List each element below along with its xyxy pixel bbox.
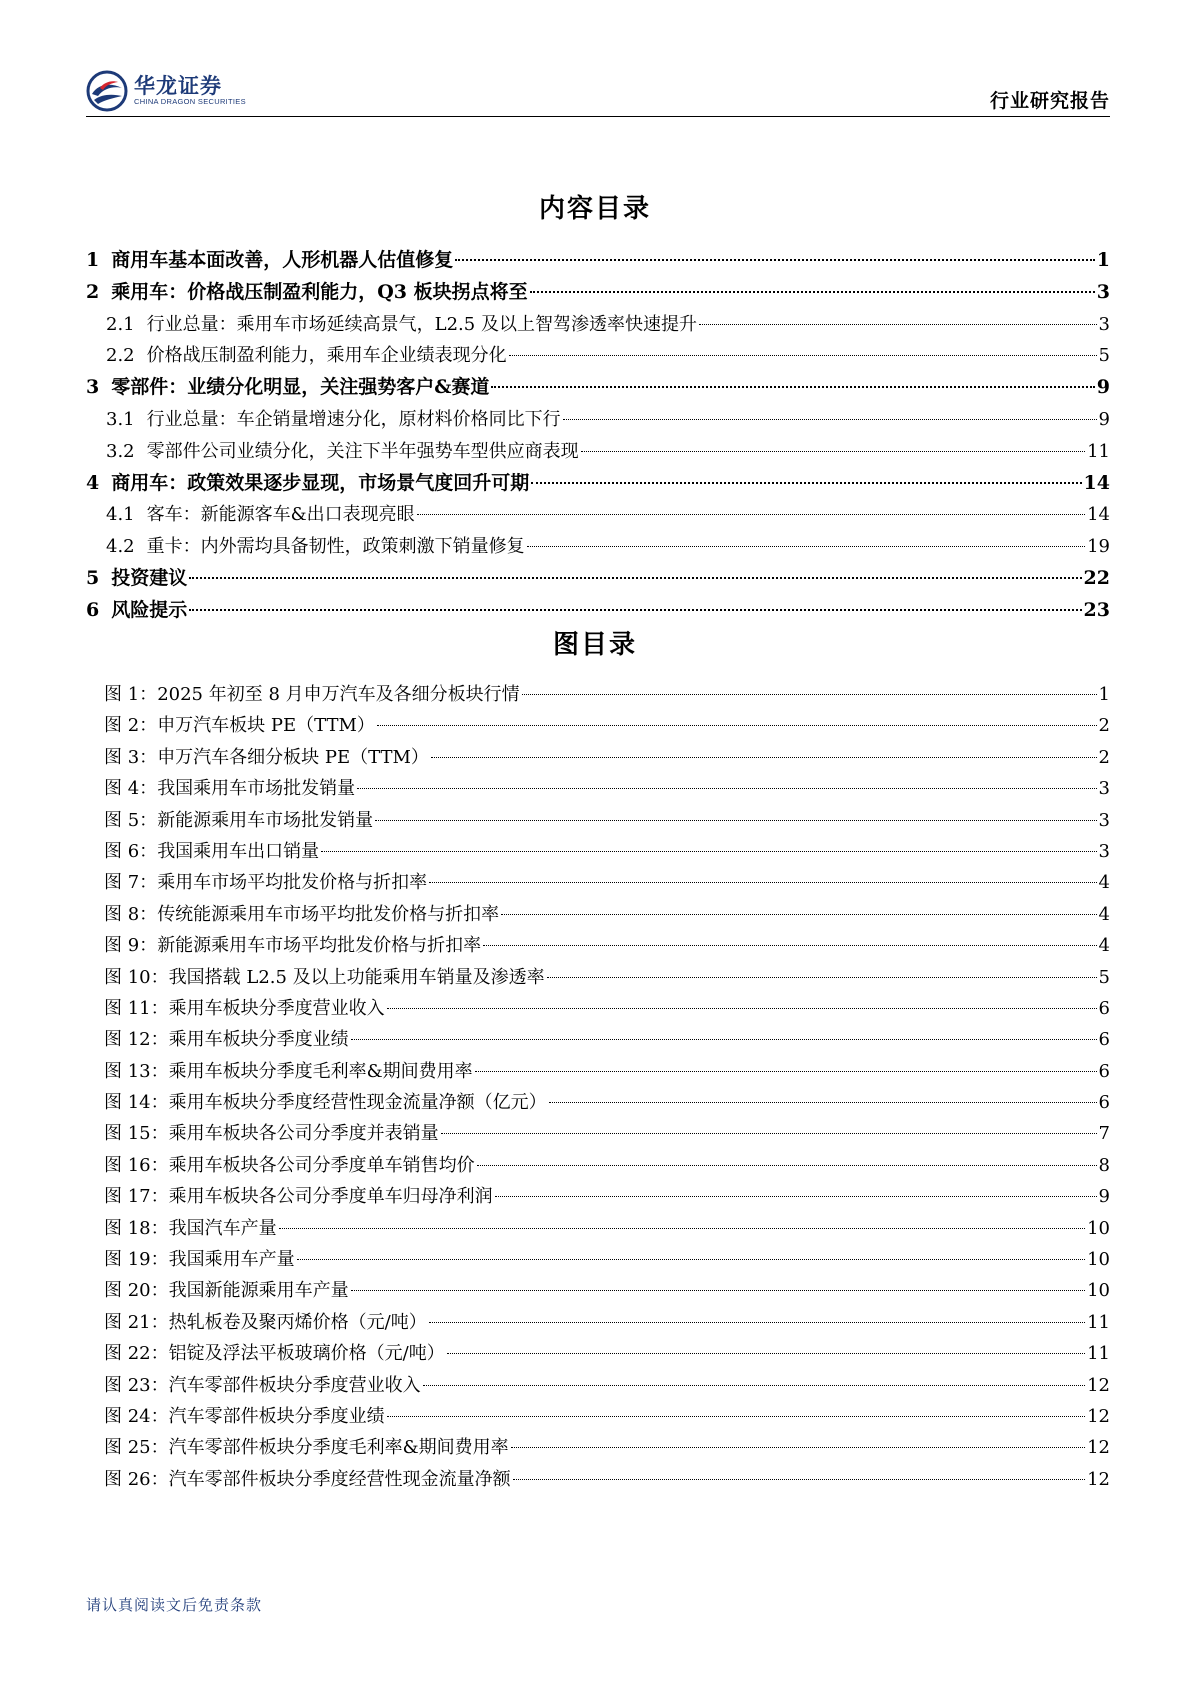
dot-leader <box>483 945 1096 946</box>
toc-entry[interactable] <box>86 531 1110 563</box>
figure-entry-number: 图 20： <box>104 1280 169 1302</box>
figure-entry-page: 11 <box>1087 1311 1110 1333</box>
toc-entry-number: 3.1 <box>106 408 135 430</box>
dot-leader <box>522 694 1097 695</box>
figure-entry-title: 申万汽车板块 PE（TTM） <box>157 715 375 737</box>
figure-entry[interactable] <box>104 1338 1110 1369</box>
toc-entry[interactable] <box>86 595 1110 627</box>
dot-leader <box>475 1071 1097 1072</box>
dot-leader <box>441 1133 1097 1134</box>
figure-entry-number: 图 4： <box>104 778 158 800</box>
figure-entry-number: 图 14： <box>104 1092 169 1114</box>
figure-entry-page: 6 <box>1098 1029 1110 1051</box>
figure-entry-page: 12 <box>1087 1437 1110 1459</box>
dot-leader <box>387 1416 1085 1417</box>
dot-leader <box>351 1039 1097 1040</box>
toc-entry-title: 乘用车：价格战压制盈利能力，Q3 板块拐点将至 <box>111 280 528 303</box>
toc-entry[interactable] <box>86 404 1110 436</box>
figure-entry[interactable] <box>104 930 1110 961</box>
toc-entry-title: 客车：新能源客车&出口表现亮眼 <box>146 504 415 526</box>
toc-entry-number: 3 <box>86 376 100 399</box>
toc-entry-title: 商用车：政策效果逐步显现，市场景气度回升可期 <box>111 471 530 494</box>
figure-entry-number: 图 19： <box>104 1249 169 1271</box>
toc-entry-page: 3 <box>1098 313 1110 335</box>
toc-entry[interactable] <box>86 277 1110 309</box>
dot-leader <box>455 259 1095 261</box>
figure-entry-title: 乘用车板块分季度业绩 <box>168 1029 349 1051</box>
figure-entry-page: 7 <box>1098 1123 1110 1145</box>
dot-leader <box>189 577 1081 579</box>
figure-entry[interactable] <box>104 1275 1110 1306</box>
figure-entry[interactable] <box>104 1432 1110 1463</box>
figure-entry-title: 乘用车板块分季度毛利率&期间费用率 <box>168 1060 473 1082</box>
figure-entry-page: 8 <box>1098 1154 1110 1176</box>
toc-entry-number: 5 <box>86 566 100 589</box>
figure-entry-number: 图 2： <box>104 715 158 737</box>
toc-entry-title: 投资建议 <box>111 566 188 589</box>
figure-entry-title: 传统能源乘用车市场平均批发价格与折扣率 <box>157 903 500 925</box>
figure-entry-title: 乘用车板块各公司分季度单车归母净利润 <box>168 1186 493 1208</box>
figure-entry-title: 乘用车板块各公司分季度单车销售均价 <box>168 1154 475 1176</box>
figure-entry[interactable] <box>104 1181 1110 1212</box>
toc-entry-page: 11 <box>1087 440 1110 462</box>
dot-leader <box>387 1008 1097 1009</box>
dot-leader <box>429 882 1096 883</box>
toc-entry-number: 2.1 <box>106 313 135 335</box>
figure-entry[interactable] <box>104 899 1110 930</box>
logo-english-name: CHINA DRAGON SECURITIES <box>134 97 246 106</box>
figure-entry-title: 铝锭及浮法平板玻璃价格（元/吨） <box>168 1343 445 1365</box>
figure-entry-number: 图 22： <box>104 1343 169 1365</box>
figure-entry-title: 汽车零部件板块分季度经营性现金流量净额 <box>168 1468 511 1490</box>
dot-leader <box>417 514 1085 515</box>
figure-entry-title: 2025 年初至 8 月申万汽车及各细分板块行情 <box>157 684 520 705</box>
toc-entry[interactable] <box>86 340 1110 372</box>
figure-entry-title: 我国新能源乘用车产量 <box>168 1280 349 1302</box>
toc-entry-page: 9 <box>1098 408 1110 430</box>
figure-entry-page: 5 <box>1098 966 1110 988</box>
toc-entry[interactable] <box>86 563 1110 595</box>
header-divider <box>86 116 1110 117</box>
figure-entry-number: 图 5： <box>104 809 158 831</box>
figure-entry[interactable] <box>104 773 1110 804</box>
dot-leader <box>511 1447 1085 1448</box>
figure-entry-title: 乘用车板块分季度经营性现金流量净额（亿元） <box>168 1092 547 1114</box>
figure-entry-page: 2 <box>1098 715 1110 737</box>
figure-entry-number: 图 10： <box>104 966 169 988</box>
dot-leader <box>279 1228 1085 1229</box>
figure-entry[interactable] <box>104 1464 1110 1495</box>
figure-entry[interactable] <box>104 1307 1110 1338</box>
dot-leader <box>509 355 1097 356</box>
figure-entry-number: 图 16： <box>104 1154 169 1176</box>
dot-leader <box>530 291 1095 293</box>
toc-entry-page: 14 <box>1087 504 1110 526</box>
figure-entry-page: 6 <box>1098 997 1110 1019</box>
toc-entry-page: 3 <box>1096 280 1110 303</box>
figure-entry[interactable] <box>104 1150 1110 1181</box>
figure-entry[interactable] <box>104 1244 1110 1275</box>
figure-entry-page: 12 <box>1087 1468 1110 1490</box>
figure-entry-number: 图 26： <box>104 1468 169 1490</box>
toc-entry[interactable] <box>86 372 1110 404</box>
figure-entry-number: 图 6： <box>104 840 158 862</box>
figure-entry-title: 我国搭载 L2.5 及以上功能乘用车销量及渗透率 <box>168 966 545 988</box>
figure-entry-number: 图 23： <box>104 1374 169 1396</box>
figure-entry-page: 3 <box>1098 778 1110 800</box>
dot-leader <box>375 820 1096 821</box>
toc-entry-number: 2 <box>86 280 100 303</box>
toc-entry-number: 6 <box>86 598 100 621</box>
toc-entry-page: 9 <box>1096 376 1110 399</box>
figure-entry-page: 11 <box>1087 1343 1110 1365</box>
toc-entry-number: 4.1 <box>106 504 135 526</box>
toc-entry-page: 19 <box>1087 536 1110 558</box>
dot-leader <box>297 1259 1085 1260</box>
toc-entry[interactable] <box>86 436 1110 468</box>
logo-chinese-name: 华龙证券 <box>134 74 222 98</box>
figures-title: 图目录 <box>552 630 637 660</box>
figure-entry-page: 10 <box>1087 1280 1110 1302</box>
toc-entry-title: 重卡：内外需均具备韧性，政策刺激下销量修复 <box>146 536 525 558</box>
figure-entry-number: 图 9： <box>104 935 158 957</box>
dot-leader <box>491 386 1094 388</box>
toc-entry-number: 4 <box>86 471 100 494</box>
dot-leader <box>431 757 1097 758</box>
toc-entry-page: 23 <box>1083 598 1110 621</box>
dot-leader <box>531 482 1081 484</box>
figure-entry[interactable] <box>104 1024 1110 1055</box>
figure-entry-page: 4 <box>1098 935 1110 957</box>
figure-entry-title: 新能源乘用车市场平均批发价格与折扣率 <box>157 935 482 957</box>
dot-leader <box>189 609 1081 611</box>
figure-entry-title: 汽车零部件板块分季度营业收入 <box>168 1374 421 1396</box>
report-type-label: 行业研究报告 <box>989 90 1110 112</box>
figure-entry-title: 汽车零部件板块分季度毛利率&期间费用率 <box>168 1437 509 1459</box>
figure-entry-number: 图 18： <box>104 1217 169 1239</box>
toc-entry-page: 14 <box>1083 471 1110 494</box>
figure-entry[interactable] <box>104 742 1110 773</box>
figure-entry-title: 申万汽车各细分板块 PE（TTM） <box>157 746 429 768</box>
figure-entry[interactable] <box>104 1118 1110 1149</box>
toc-entry-number: 1 <box>86 249 100 271</box>
figure-entry-title: 乘用车板块各公司分季度并表销量 <box>168 1123 439 1145</box>
figure-entry-page: 4 <box>1098 903 1110 925</box>
figure-entry-number: 图 11： <box>104 997 169 1019</box>
table-of-contents <box>86 245 1110 627</box>
figure-entry-number: 图 15： <box>104 1123 169 1145</box>
figure-entry-page: 6 <box>1098 1060 1110 1082</box>
figure-entry[interactable] <box>104 993 1110 1024</box>
toc-entry-page: 5 <box>1098 345 1110 367</box>
figure-entry-number: 图 25： <box>104 1437 169 1459</box>
figure-entry-page: 12 <box>1087 1374 1110 1396</box>
figure-entry-number: 图 24： <box>104 1405 169 1427</box>
figure-entry-title: 我国乘用车出口销量 <box>157 840 320 862</box>
dot-leader <box>527 546 1085 547</box>
figure-entry-title: 我国汽车产量 <box>168 1217 277 1239</box>
toc-entry-title: 行业总量：车企销量增速分化，原材料价格同比下行 <box>146 408 561 430</box>
dragon-logo-icon <box>86 70 128 112</box>
toc-entry-title: 零部件：业绩分化明显，关注强势客户&赛道 <box>111 376 490 399</box>
figure-entry-page: 2 <box>1098 746 1110 768</box>
figure-entry-number: 图 21： <box>104 1311 169 1333</box>
figure-entry[interactable] <box>104 1213 1110 1244</box>
figure-entry[interactable] <box>104 1401 1110 1432</box>
dot-leader <box>563 419 1097 420</box>
figure-entry-number: 图 3： <box>104 746 158 768</box>
figure-entry[interactable] <box>104 1087 1110 1118</box>
figure-entry[interactable] <box>104 836 1110 867</box>
figure-entry-title: 汽车零部件板块分季度业绩 <box>168 1405 385 1427</box>
dot-leader <box>447 1353 1085 1354</box>
figure-entry-page: 10 <box>1087 1249 1110 1271</box>
toc-entry-number: 4.2 <box>106 536 135 558</box>
page-header <box>86 70 1110 120</box>
dot-leader <box>549 1102 1097 1103</box>
figure-entry-page: 1 <box>1098 684 1110 705</box>
figure-entry-page: 10 <box>1087 1217 1110 1239</box>
dot-leader <box>581 451 1085 452</box>
figure-entry[interactable] <box>104 1056 1110 1087</box>
dot-leader <box>477 1165 1097 1166</box>
toc-entry-title: 零部件公司业绩分化，关注下半年强势车型供应商表现 <box>146 440 579 462</box>
figure-entry[interactable] <box>104 867 1110 898</box>
dot-leader <box>423 1385 1085 1386</box>
figure-entry-number: 图 1： <box>104 684 158 705</box>
dot-leader <box>501 914 1096 915</box>
dot-leader <box>377 725 1097 726</box>
figure-entry-number: 图 13： <box>104 1060 169 1082</box>
toc-entry[interactable] <box>86 245 1110 277</box>
dot-leader <box>495 1196 1097 1197</box>
figure-entry-title: 热轧板卷及聚丙烯价格（元/吨） <box>168 1311 427 1333</box>
toc-entry-page: 1 <box>1096 249 1110 271</box>
dot-leader <box>351 1290 1085 1291</box>
figure-entry[interactable] <box>104 679 1110 710</box>
toc-entry-title: 商用车基本面改善，人形机器人估值修复 <box>111 249 454 271</box>
toc-entry[interactable] <box>86 309 1110 341</box>
figure-entry-page: 6 <box>1098 1092 1110 1114</box>
dot-leader <box>699 324 1097 325</box>
dot-leader <box>547 977 1097 978</box>
figure-entry-page: 4 <box>1098 872 1110 894</box>
figure-entry[interactable] <box>104 805 1110 836</box>
toc-entry[interactable] <box>86 468 1110 500</box>
figure-entry-title: 我国乘用车产量 <box>168 1249 295 1271</box>
figure-entry-page: 3 <box>1098 840 1110 862</box>
toc-entry-title: 价格战压制盈利能力，乘用车企业绩表现分化 <box>146 345 507 367</box>
toc-entry-title: 风险提示 <box>111 598 188 621</box>
figure-entry-page: 12 <box>1087 1405 1110 1427</box>
dot-leader <box>321 851 1096 852</box>
figure-entry-number: 图 7： <box>104 872 158 894</box>
figure-entry[interactable] <box>104 710 1110 741</box>
dot-leader <box>357 788 1096 789</box>
toc-entry[interactable] <box>86 499 1110 531</box>
list-of-figures <box>104 679 1110 1495</box>
dot-leader <box>513 1479 1085 1480</box>
figure-entry-page: 9 <box>1098 1186 1110 1208</box>
figure-entry-page: 3 <box>1098 809 1110 831</box>
toc-entry-title: 行业总量：乘用车市场延续高景气，L2.5 及以上智驾渗透率快速提升 <box>146 313 697 335</box>
figure-entry-number: 图 12： <box>104 1029 169 1051</box>
company-logo <box>86 70 246 112</box>
toc-entry-number: 2.2 <box>106 345 135 367</box>
figure-entry-title: 我国乘用车市场批发销量 <box>157 778 356 800</box>
contents-title: 内容目录 <box>538 194 651 224</box>
footer-disclaimer: 请认真阅读文后免责条款 <box>86 1596 263 1614</box>
toc-entry-number: 3.2 <box>106 440 135 462</box>
figure-entry[interactable] <box>104 962 1110 993</box>
figure-entry-title: 乘用车市场平均批发价格与折扣率 <box>157 872 428 894</box>
figure-entry-number: 图 8： <box>104 903 158 925</box>
dot-leader <box>429 1322 1085 1323</box>
figure-entry-title: 新能源乘用车市场批发销量 <box>157 809 374 831</box>
figure-entry-title: 乘用车板块分季度营业收入 <box>168 997 385 1019</box>
figure-entry[interactable] <box>104 1370 1110 1401</box>
toc-entry-page: 22 <box>1083 566 1110 589</box>
figure-entry-number: 图 17： <box>104 1186 169 1208</box>
